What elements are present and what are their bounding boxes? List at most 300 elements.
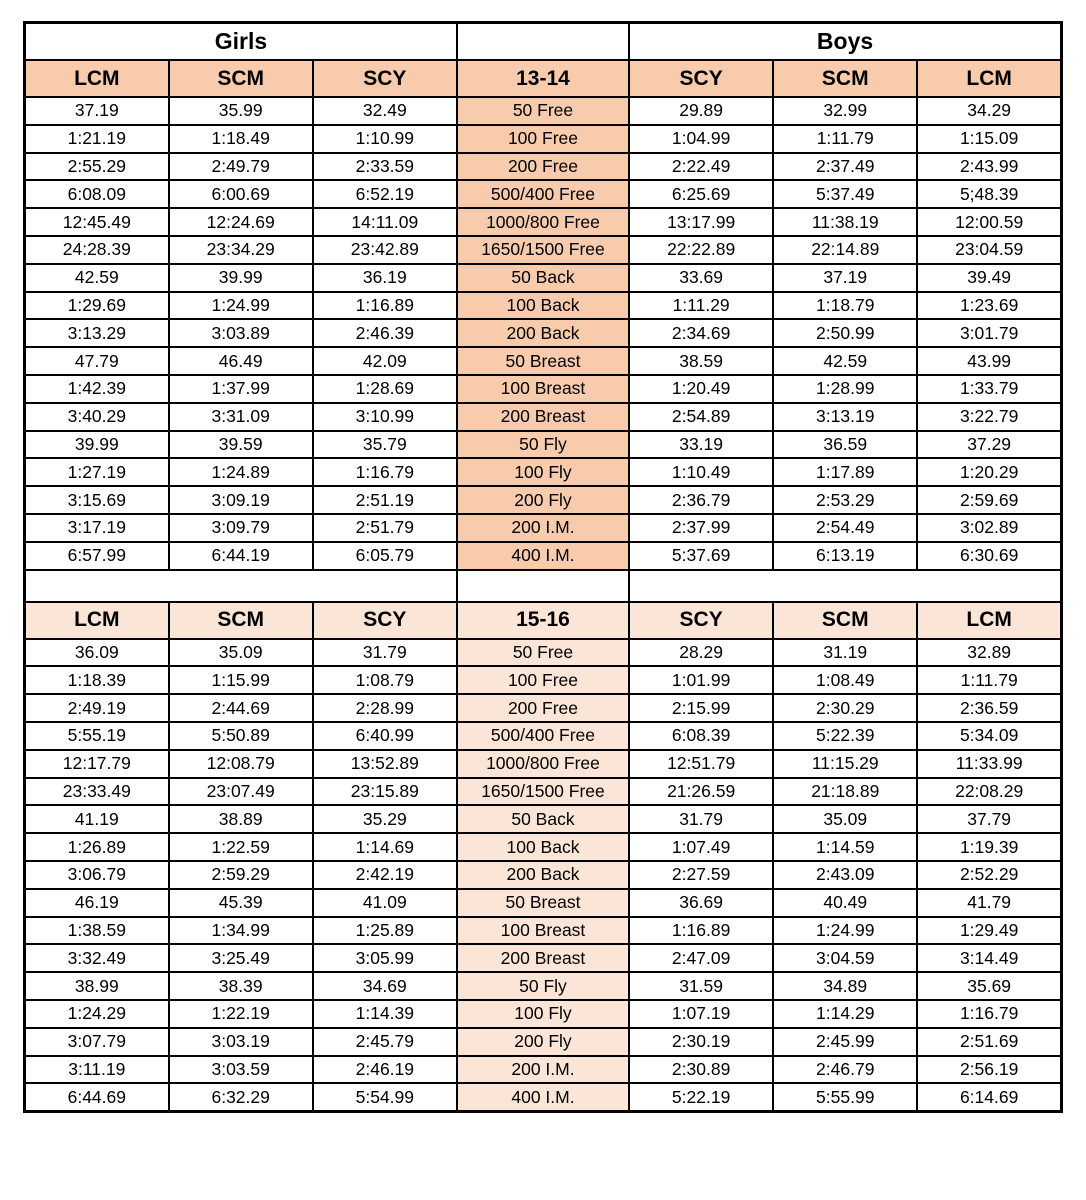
time-cell-girls: 3:11.19 xyxy=(25,1056,169,1084)
event-cell: 100 Back xyxy=(457,292,629,320)
time-cell-boys: 38.59 xyxy=(629,347,773,375)
time-cell-boys: 43.99 xyxy=(917,347,1061,375)
time-cell-girls: 2:33.59 xyxy=(313,153,457,181)
time-cell-boys: 2:36.59 xyxy=(917,694,1061,722)
event-cell: 50 Back xyxy=(457,264,629,292)
time-cell-boys: 21:18.89 xyxy=(773,778,917,806)
time-cell-girls: 35.09 xyxy=(169,639,313,667)
time-cell-boys: 13:17.99 xyxy=(629,208,773,236)
time-cell-girls: 2:49.79 xyxy=(169,153,313,181)
time-cell-boys: 1:19.39 xyxy=(917,833,1061,861)
time-cell-boys: 2:51.69 xyxy=(917,1028,1061,1056)
event-row xyxy=(25,722,1062,750)
time-cell-girls: 42.09 xyxy=(313,347,457,375)
time-cell-girls: 1:27.19 xyxy=(25,458,169,486)
time-cell-girls: 6:40.99 xyxy=(313,722,457,750)
time-cell-girls: 23:33.49 xyxy=(25,778,169,806)
time-cell-girls: 41.09 xyxy=(313,889,457,917)
event-row xyxy=(25,972,1062,1000)
time-cell-girls: 3:10.99 xyxy=(313,403,457,431)
time-cell-boys: 22:08.29 xyxy=(917,778,1061,806)
event-row xyxy=(25,375,1062,403)
column-header-girls-scy: SCY xyxy=(313,602,457,639)
time-cell-boys: 1:15.09 xyxy=(917,125,1061,153)
time-cell-girls: 38.39 xyxy=(169,972,313,1000)
time-cell-boys: 1:11.29 xyxy=(629,292,773,320)
time-cell-girls: 35.29 xyxy=(313,805,457,833)
time-cell-boys: 1:18.79 xyxy=(773,292,917,320)
event-cell: 100 Back xyxy=(457,833,629,861)
event-row xyxy=(25,1056,1062,1084)
time-cell-boys: 1:14.29 xyxy=(773,1000,917,1028)
section-spacer xyxy=(25,570,1062,602)
group-header-gap-cell xyxy=(457,23,629,61)
time-cell-boys: 1:24.99 xyxy=(773,917,917,945)
time-cell-boys: 34.89 xyxy=(773,972,917,1000)
time-cell-girls: 1:42.39 xyxy=(25,375,169,403)
spacer-girls-cell xyxy=(25,570,457,602)
time-cell-boys: 1:16.79 xyxy=(917,1000,1061,1028)
time-cell-boys: 11:33.99 xyxy=(917,750,1061,778)
time-cell-girls: 1:25.89 xyxy=(313,917,457,945)
time-cell-boys: 1:28.99 xyxy=(773,375,917,403)
time-cell-boys: 1:29.49 xyxy=(917,917,1061,945)
time-cell-girls: 3:09.79 xyxy=(169,514,313,542)
time-cell-girls: 12:45.49 xyxy=(25,208,169,236)
event-row xyxy=(25,458,1062,486)
time-cell-girls: 39.59 xyxy=(169,431,313,459)
time-cell-boys: 11:15.29 xyxy=(773,750,917,778)
event-cell: 100 Breast xyxy=(457,917,629,945)
event-cell: 100 Fly xyxy=(457,1000,629,1028)
time-cell-girls: 47.79 xyxy=(25,347,169,375)
time-cell-girls: 2:28.99 xyxy=(313,694,457,722)
time-cell-girls: 1:10.99 xyxy=(313,125,457,153)
time-cell-girls: 2:46.39 xyxy=(313,319,457,347)
time-cell-boys: 1:08.49 xyxy=(773,666,917,694)
time-cell-boys: 1:10.49 xyxy=(629,458,773,486)
time-cell-girls: 3:03.19 xyxy=(169,1028,313,1056)
event-cell: 200 I.M. xyxy=(457,514,629,542)
time-cell-boys: 1:04.99 xyxy=(629,125,773,153)
event-row xyxy=(25,236,1062,264)
event-row xyxy=(25,403,1062,431)
spacer-middle-cell xyxy=(457,570,629,602)
time-cell-boys: 37.29 xyxy=(917,431,1061,459)
time-cell-girls: 12:17.79 xyxy=(25,750,169,778)
time-cell-boys: 33.69 xyxy=(629,264,773,292)
event-cell: 200 Back xyxy=(457,319,629,347)
time-cell-boys: 2:22.49 xyxy=(629,153,773,181)
time-cell-boys: 5:22.19 xyxy=(629,1083,773,1111)
time-cell-girls: 2:45.79 xyxy=(313,1028,457,1056)
time-cell-boys: 2:53.29 xyxy=(773,486,917,514)
event-row xyxy=(25,292,1062,320)
time-cell-girls: 38.99 xyxy=(25,972,169,1000)
time-cell-girls: 1:24.89 xyxy=(169,458,313,486)
event-cell: 500/400 Free xyxy=(457,180,629,208)
column-header-girls-lcm: LCM xyxy=(25,60,169,97)
event-row xyxy=(25,180,1062,208)
event-cell: 500/400 Free xyxy=(457,722,629,750)
time-cell-girls: 5:54.99 xyxy=(313,1083,457,1111)
time-cell-boys: 2:36.79 xyxy=(629,486,773,514)
time-cell-girls: 23:07.49 xyxy=(169,778,313,806)
time-cell-boys: 6:13.19 xyxy=(773,542,917,570)
column-header-boys-scy: SCY xyxy=(629,60,773,97)
event-row xyxy=(25,778,1062,806)
time-cell-girls: 3:03.59 xyxy=(169,1056,313,1084)
time-cell-girls: 2:51.79 xyxy=(313,514,457,542)
event-row xyxy=(25,944,1062,972)
event-row xyxy=(25,750,1062,778)
event-cell: 200 Fly xyxy=(457,1028,629,1056)
time-cell-girls: 6:52.19 xyxy=(313,180,457,208)
event-row xyxy=(25,639,1062,667)
event-cell: 1650/1500 Free xyxy=(457,778,629,806)
time-cell-boys: 1:07.49 xyxy=(629,833,773,861)
time-cell-boys: 1:16.89 xyxy=(629,917,773,945)
time-cell-girls: 36.09 xyxy=(25,639,169,667)
time-cell-boys: 3:14.49 xyxy=(917,944,1061,972)
event-cell: 200 Back xyxy=(457,861,629,889)
time-cell-boys: 6:14.69 xyxy=(917,1083,1061,1111)
time-cell-girls: 38.89 xyxy=(169,805,313,833)
event-row xyxy=(25,1028,1062,1056)
time-cell-girls: 1:16.89 xyxy=(313,292,457,320)
column-header-girls-scm: SCM xyxy=(169,602,313,639)
event-row xyxy=(25,694,1062,722)
event-cell: 1650/1500 Free xyxy=(457,236,629,264)
time-cell-boys: 1:07.19 xyxy=(629,1000,773,1028)
time-cell-girls: 46.49 xyxy=(169,347,313,375)
time-cell-boys: 21:26.59 xyxy=(629,778,773,806)
time-cell-boys: 31.19 xyxy=(773,639,917,667)
time-cell-boys: 33.19 xyxy=(629,431,773,459)
time-cell-girls: 3:32.49 xyxy=(25,944,169,972)
time-cell-girls: 1:24.29 xyxy=(25,1000,169,1028)
group-header-row xyxy=(25,23,1062,61)
event-cell: 50 Fly xyxy=(457,972,629,1000)
time-cell-boys: 1:23.69 xyxy=(917,292,1061,320)
time-cell-boys: 3:02.89 xyxy=(917,514,1061,542)
time-cell-boys: 2:59.69 xyxy=(917,486,1061,514)
time-cell-girls: 2:49.19 xyxy=(25,694,169,722)
time-cell-girls: 1:22.59 xyxy=(169,833,313,861)
time-cell-girls: 3:15.69 xyxy=(25,486,169,514)
time-cell-girls: 35.99 xyxy=(169,97,313,125)
time-cell-girls: 2:51.19 xyxy=(313,486,457,514)
time-cell-girls: 1:38.59 xyxy=(25,917,169,945)
event-row xyxy=(25,125,1062,153)
time-cell-girls: 2:46.19 xyxy=(313,1056,457,1084)
time-cell-girls: 1:14.39 xyxy=(313,1000,457,1028)
time-cell-boys: 2:37.49 xyxy=(773,153,917,181)
event-row xyxy=(25,1083,1062,1111)
time-cell-boys: 12:00.59 xyxy=(917,208,1061,236)
event-cell: 50 Fly xyxy=(457,431,629,459)
time-cell-boys: 2:27.59 xyxy=(629,861,773,889)
time-cell-boys: 3:04.59 xyxy=(773,944,917,972)
event-row xyxy=(25,833,1062,861)
time-cell-girls: 3:13.29 xyxy=(25,319,169,347)
time-cell-girls: 13:52.89 xyxy=(313,750,457,778)
column-header-boys-lcm: LCM xyxy=(917,602,1061,639)
event-cell: 50 Free xyxy=(457,97,629,125)
age-group-header: 13-14 xyxy=(457,60,629,97)
time-cell-boys: 2:54.89 xyxy=(629,403,773,431)
time-cell-boys: 2:30.89 xyxy=(629,1056,773,1084)
event-row xyxy=(25,889,1062,917)
time-cell-boys: 2:37.99 xyxy=(629,514,773,542)
event-row xyxy=(25,153,1062,181)
time-cell-boys: 3:01.79 xyxy=(917,319,1061,347)
column-header-boys-lcm: LCM xyxy=(917,60,1061,97)
event-row xyxy=(25,805,1062,833)
time-cell-girls: 1:21.19 xyxy=(25,125,169,153)
event-cell: 50 Back xyxy=(457,805,629,833)
time-cell-girls: 3:31.09 xyxy=(169,403,313,431)
time-cell-girls: 3:05.99 xyxy=(313,944,457,972)
time-cell-girls: 1:37.99 xyxy=(169,375,313,403)
group-header-boys: Boys xyxy=(629,23,1061,61)
time-cell-girls: 5:55.19 xyxy=(25,722,169,750)
time-cell-boys: 5:22.39 xyxy=(773,722,917,750)
time-cell-girls: 14:11.09 xyxy=(313,208,457,236)
time-cell-boys: 5:37.49 xyxy=(773,180,917,208)
time-cell-girls: 6:44.19 xyxy=(169,542,313,570)
time-cell-boys: 1:11.79 xyxy=(917,666,1061,694)
time-cell-girls: 35.79 xyxy=(313,431,457,459)
event-cell: 200 Breast xyxy=(457,944,629,972)
time-cell-girls: 1:22.19 xyxy=(169,1000,313,1028)
time-cell-girls: 32.49 xyxy=(313,97,457,125)
event-row xyxy=(25,861,1062,889)
event-cell: 50 Breast xyxy=(457,347,629,375)
time-cell-boys: 31.59 xyxy=(629,972,773,1000)
column-header-girls-scy: SCY xyxy=(313,60,457,97)
column-header-girls-lcm: LCM xyxy=(25,602,169,639)
time-cell-girls: 6:32.29 xyxy=(169,1083,313,1111)
event-cell: 100 Free xyxy=(457,666,629,694)
time-cell-boys: 6:25.69 xyxy=(629,180,773,208)
time-cell-boys: 29.89 xyxy=(629,97,773,125)
time-standards-table xyxy=(23,21,1063,1113)
time-cell-girls: 1:18.39 xyxy=(25,666,169,694)
event-cell: 100 Free xyxy=(457,125,629,153)
spacer-boys-cell xyxy=(629,570,1061,602)
time-cell-boys: 32.89 xyxy=(917,639,1061,667)
time-cell-boys: 2:46.79 xyxy=(773,1056,917,1084)
time-cell-girls: 41.19 xyxy=(25,805,169,833)
time-cell-girls: 1:28.69 xyxy=(313,375,457,403)
time-cell-boys: 35.09 xyxy=(773,805,917,833)
time-cell-boys: 3:13.19 xyxy=(773,403,917,431)
event-row xyxy=(25,347,1062,375)
time-cell-boys: 2:54.49 xyxy=(773,514,917,542)
time-cell-boys: 1:20.29 xyxy=(917,458,1061,486)
event-cell: 400 I.M. xyxy=(457,542,629,570)
time-cell-girls: 42.59 xyxy=(25,264,169,292)
event-row xyxy=(25,208,1062,236)
event-row xyxy=(25,431,1062,459)
column-header-row xyxy=(25,60,1062,97)
event-row xyxy=(25,542,1062,570)
time-cell-boys: 37.19 xyxy=(773,264,917,292)
time-cell-girls: 2:55.29 xyxy=(25,153,169,181)
event-cell: 100 Breast xyxy=(457,375,629,403)
time-cell-boys: 36.59 xyxy=(773,431,917,459)
event-cell: 200 Free xyxy=(457,694,629,722)
event-cell: 200 Breast xyxy=(457,403,629,431)
time-cell-boys: 5:37.69 xyxy=(629,542,773,570)
event-row xyxy=(25,486,1062,514)
time-cell-girls: 1:16.79 xyxy=(313,458,457,486)
time-cell-boys: 2:15.99 xyxy=(629,694,773,722)
time-cell-boys: 11:38.19 xyxy=(773,208,917,236)
time-cell-boys: 6:30.69 xyxy=(917,542,1061,570)
time-cell-boys: 2:52.29 xyxy=(917,861,1061,889)
event-row xyxy=(25,917,1062,945)
time-cell-girls: 24:28.39 xyxy=(25,236,169,264)
time-cell-girls: 39.99 xyxy=(25,431,169,459)
section-13-14 xyxy=(25,60,1062,570)
column-header-boys-scy: SCY xyxy=(629,602,773,639)
time-cell-boys: 3:22.79 xyxy=(917,403,1061,431)
time-cell-boys: 42.59 xyxy=(773,347,917,375)
time-cell-boys: 6:08.39 xyxy=(629,722,773,750)
time-cell-boys: 35.69 xyxy=(917,972,1061,1000)
time-cell-girls: 1:14.69 xyxy=(313,833,457,861)
column-header-girls-scm: SCM xyxy=(169,60,313,97)
time-cell-boys: 23:04.59 xyxy=(917,236,1061,264)
time-cell-girls: 12:08.79 xyxy=(169,750,313,778)
time-cell-girls: 23:34.29 xyxy=(169,236,313,264)
time-cell-girls: 34.69 xyxy=(313,972,457,1000)
time-cell-girls: 6:57.99 xyxy=(25,542,169,570)
event-row xyxy=(25,1000,1062,1028)
column-header-row xyxy=(25,602,1062,639)
event-cell: 200 Free xyxy=(457,153,629,181)
column-header-boys-scm: SCM xyxy=(773,60,917,97)
time-cell-girls: 1:24.99 xyxy=(169,292,313,320)
time-cell-girls: 3:17.19 xyxy=(25,514,169,542)
time-cell-girls: 23:42.89 xyxy=(313,236,457,264)
time-cell-girls: 1:18.49 xyxy=(169,125,313,153)
event-cell: 1000/800 Free xyxy=(457,750,629,778)
time-cell-girls: 45.39 xyxy=(169,889,313,917)
time-cell-girls: 39.99 xyxy=(169,264,313,292)
event-cell: 400 I.M. xyxy=(457,1083,629,1111)
time-cell-girls: 12:24.69 xyxy=(169,208,313,236)
time-cell-boys: 2:50.99 xyxy=(773,319,917,347)
time-cell-boys: 22:14.89 xyxy=(773,236,917,264)
time-cell-girls: 5:50.89 xyxy=(169,722,313,750)
time-cell-boys: 2:43.09 xyxy=(773,861,917,889)
time-cell-boys: 1:01.99 xyxy=(629,666,773,694)
time-cell-boys: 22:22.89 xyxy=(629,236,773,264)
section-15-16 xyxy=(25,602,1062,1112)
age-group-header: 15-16 xyxy=(457,602,629,639)
event-row xyxy=(25,319,1062,347)
time-cell-girls: 3:25.49 xyxy=(169,944,313,972)
time-cell-boys: 34.29 xyxy=(917,97,1061,125)
time-cell-girls: 23:15.89 xyxy=(313,778,457,806)
time-cell-girls: 3:09.19 xyxy=(169,486,313,514)
time-cell-boys: 37.79 xyxy=(917,805,1061,833)
event-row xyxy=(25,666,1062,694)
time-cell-boys: 2:43.99 xyxy=(917,153,1061,181)
time-cell-girls: 36.19 xyxy=(313,264,457,292)
time-cell-boys: 36.69 xyxy=(629,889,773,917)
time-cell-boys: 2:47.09 xyxy=(629,944,773,972)
spacer-row xyxy=(25,570,1062,602)
time-cell-girls: 3:03.89 xyxy=(169,319,313,347)
time-cell-boys: 41.79 xyxy=(917,889,1061,917)
time-cell-girls: 6:08.09 xyxy=(25,180,169,208)
time-cell-girls: 3:40.29 xyxy=(25,403,169,431)
time-cell-boys: 2:34.69 xyxy=(629,319,773,347)
time-cell-boys: 2:56.19 xyxy=(917,1056,1061,1084)
event-cell: 200 Fly xyxy=(457,486,629,514)
event-row xyxy=(25,97,1062,125)
time-cell-boys: 1:11.79 xyxy=(773,125,917,153)
time-cell-girls: 37.19 xyxy=(25,97,169,125)
time-cell-girls: 1:08.79 xyxy=(313,666,457,694)
event-cell: 200 I.M. xyxy=(457,1056,629,1084)
time-cell-boys: 1:17.89 xyxy=(773,458,917,486)
time-cell-boys: 2:30.19 xyxy=(629,1028,773,1056)
time-cell-boys: 5;48.39 xyxy=(917,180,1061,208)
time-cell-girls: 2:59.29 xyxy=(169,861,313,889)
time-cell-girls: 2:44.69 xyxy=(169,694,313,722)
time-cell-girls: 3:06.79 xyxy=(25,861,169,889)
time-cell-boys: 5:55.99 xyxy=(773,1083,917,1111)
time-cell-boys: 2:45.99 xyxy=(773,1028,917,1056)
time-cell-boys: 40.49 xyxy=(773,889,917,917)
time-cell-boys: 28.29 xyxy=(629,639,773,667)
event-cell: 100 Fly xyxy=(457,458,629,486)
time-cell-boys: 39.49 xyxy=(917,264,1061,292)
time-cell-boys: 1:20.49 xyxy=(629,375,773,403)
event-row xyxy=(25,514,1062,542)
time-cell-girls: 6:44.69 xyxy=(25,1083,169,1111)
time-cell-girls: 3:07.79 xyxy=(25,1028,169,1056)
time-cell-boys: 12:51.79 xyxy=(629,750,773,778)
time-cell-girls: 1:34.99 xyxy=(169,917,313,945)
time-cell-boys: 31.79 xyxy=(629,805,773,833)
event-cell: 50 Free xyxy=(457,639,629,667)
time-cell-boys: 1:33.79 xyxy=(917,375,1061,403)
time-cell-girls: 1:15.99 xyxy=(169,666,313,694)
time-cell-girls: 6:00.69 xyxy=(169,180,313,208)
time-cell-girls: 31.79 xyxy=(313,639,457,667)
event-cell: 50 Breast xyxy=(457,889,629,917)
event-cell: 1000/800 Free xyxy=(457,208,629,236)
time-cell-boys: 2:30.29 xyxy=(773,694,917,722)
time-cell-girls: 1:29.69 xyxy=(25,292,169,320)
time-cell-boys: 5:34.09 xyxy=(917,722,1061,750)
time-cell-girls: 2:42.19 xyxy=(313,861,457,889)
time-cell-girls: 46.19 xyxy=(25,889,169,917)
column-header-boys-scm: SCM xyxy=(773,602,917,639)
time-cell-girls: 6:05.79 xyxy=(313,542,457,570)
time-cell-girls: 1:26.89 xyxy=(25,833,169,861)
time-cell-boys: 32.99 xyxy=(773,97,917,125)
time-cell-boys: 1:14.59 xyxy=(773,833,917,861)
event-row xyxy=(25,264,1062,292)
group-header-girls: Girls xyxy=(25,23,457,61)
